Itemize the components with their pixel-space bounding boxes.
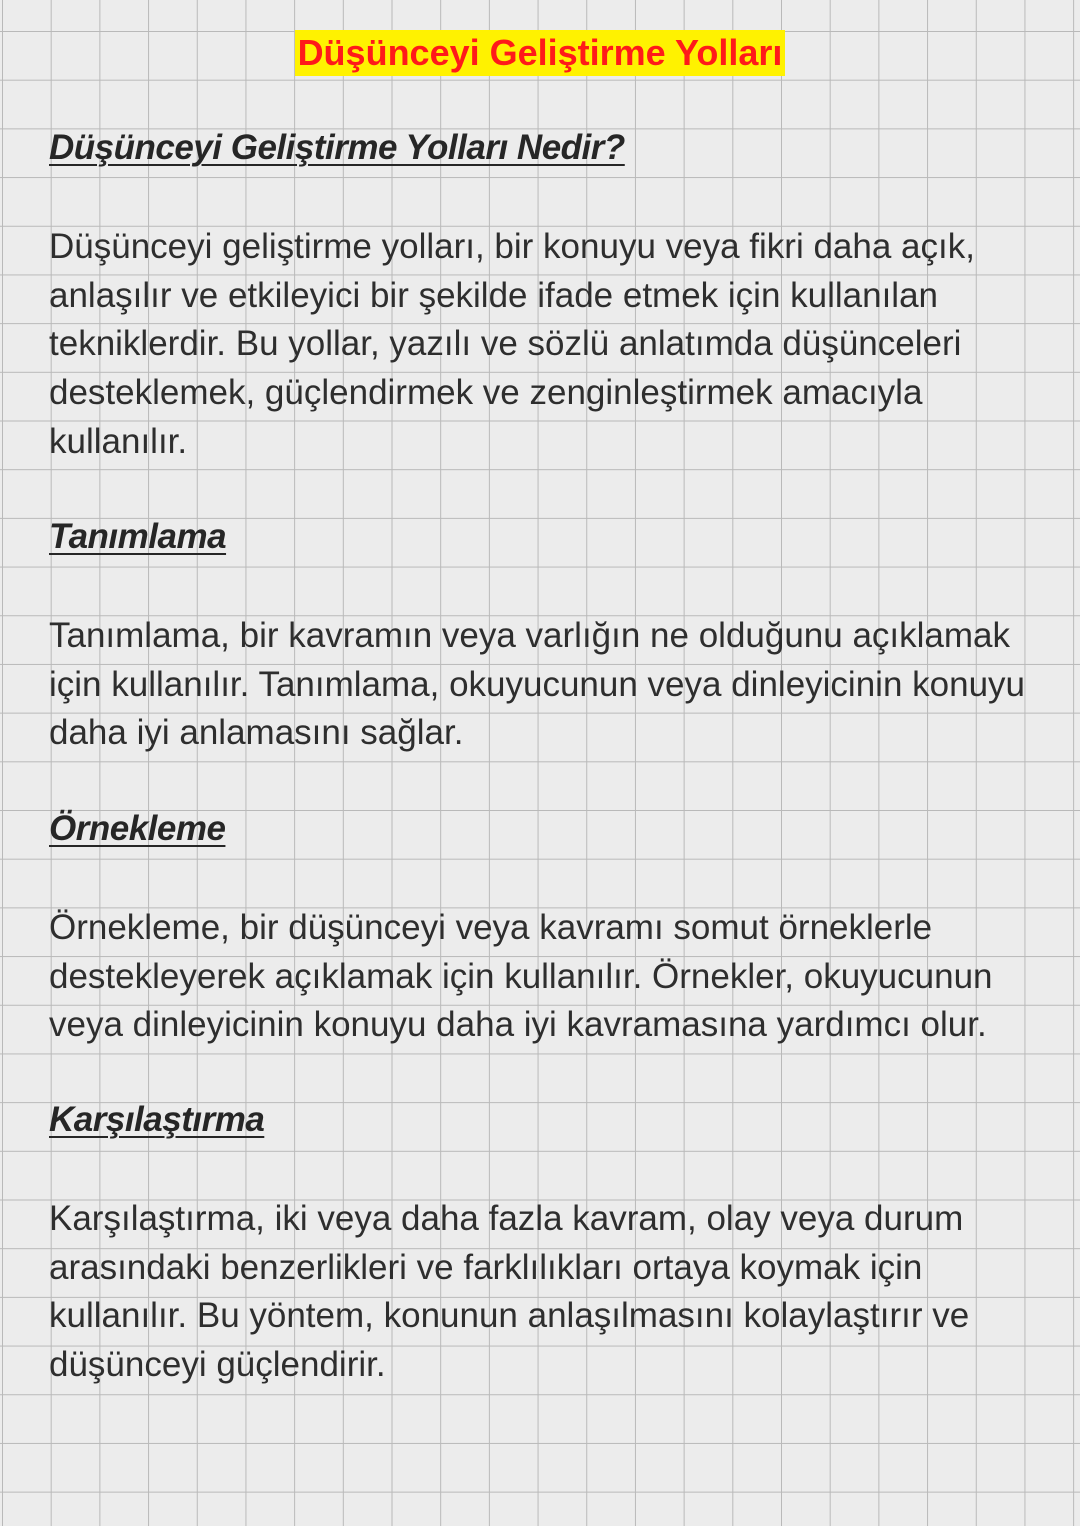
section-heading-definition: Tanımlama xyxy=(49,517,227,556)
section-heading-what-is: Düşünceyi Geliştirme Yolları Nedir? xyxy=(49,128,625,167)
title-container xyxy=(0,30,1080,76)
page-title: Düşünceyi Geliştirme Yolları xyxy=(295,30,786,76)
section-heading-exemplification: Örnekleme xyxy=(49,809,226,848)
section-body-definition: Tanımlama, bir kavramın veya varlığın ne olduğunu açıklamak için kullanılır. Tanımlama, okuyucunun veya dinleyicinin konuyu daha iyi anlamasını sağlar. xyxy=(49,616,1026,753)
section-body-comparison: Karşılaştırma, iki veya daha fazla kavram, olay veya durum arasındaki benzerlikleri ve farklılıkları ortaya koymak için kullanılır. Bu yöntem, konunun anlaşılmasını kolaylaştırır ve düşünceyi güçlendirir. xyxy=(49,1199,970,1385)
section-body-exemplification: Örnekleme, bir düşünceyi veya kavramı somut örneklerle destekleyerek açıklamak için kullanılır. Örnekler, okuyucunun veya dinleyicinin konuyu daha iyi kavramasına yardımcı olur. xyxy=(49,908,993,1045)
section-body-what-is: Düşünceyi geliştirme yolları, bir konuyu veya fikri daha açık, anlaşılır ve etkileyici bir şekilde ifade etmek için kullanılan tekniklerdir. Bu yollar, yazılı ve sözlü anlatımda düşünceleri desteklemek, güçlendirmek ve zenginleştirmek amacıyla kullanılır. xyxy=(49,227,975,461)
section-heading-comparison: Karşılaştırma xyxy=(49,1100,265,1139)
